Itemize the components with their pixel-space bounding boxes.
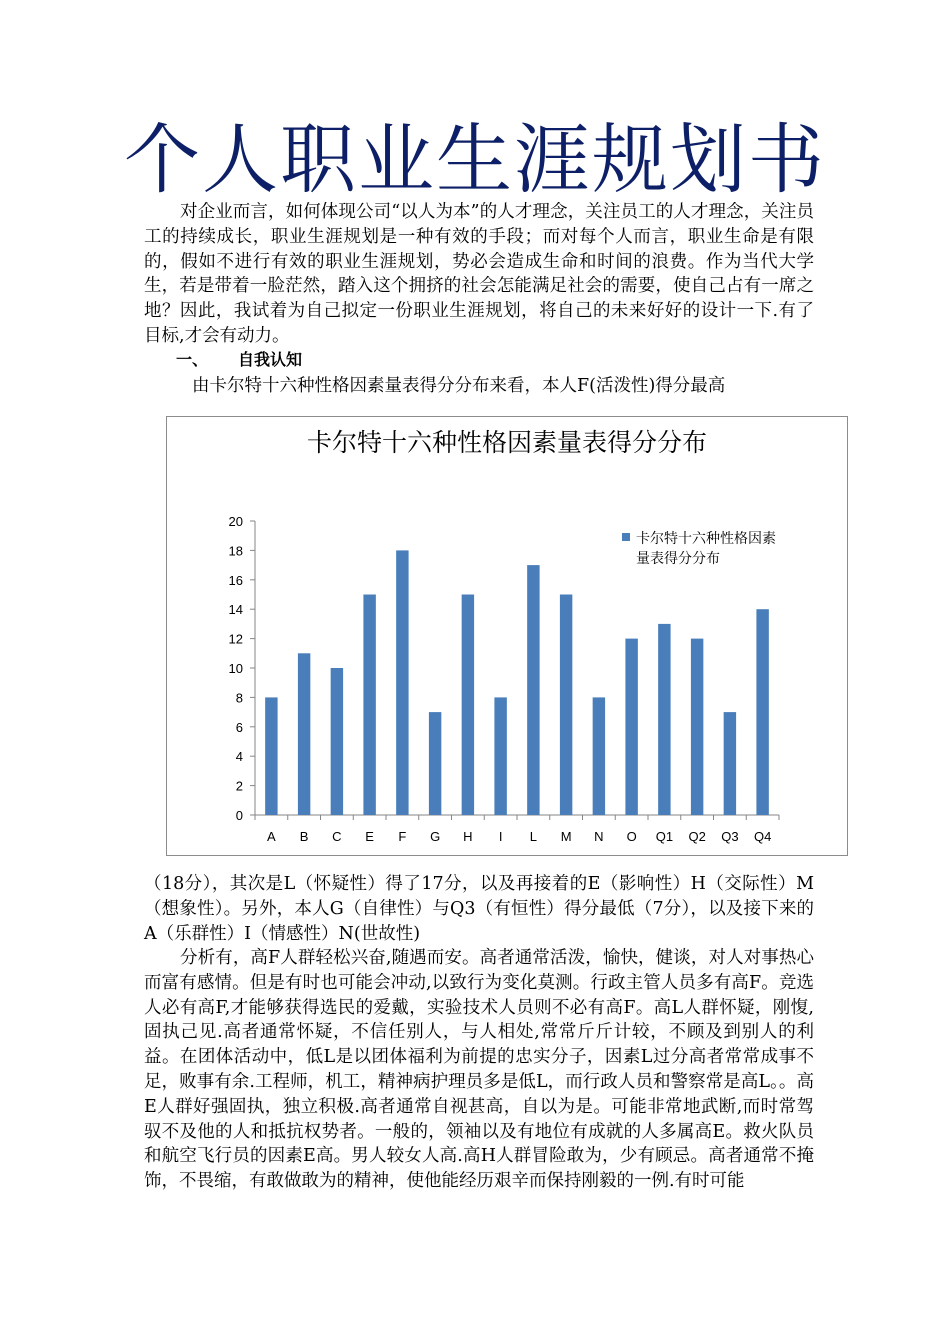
bar-B <box>298 653 310 815</box>
bar-L <box>527 565 539 815</box>
bar-O <box>625 639 637 815</box>
document-title: 个人职业生涯规划书 <box>124 115 826 204</box>
section-heading <box>176 348 302 372</box>
y-tick-label: 18 <box>228 543 243 559</box>
x-tick-label: F <box>398 829 407 844</box>
y-tick-label: 20 <box>228 514 243 529</box>
y-tick-label: 6 <box>235 719 243 735</box>
x-tick-label: M <box>560 829 572 844</box>
y-tick-label: 16 <box>228 572 243 588</box>
x-tick-label: L <box>529 829 537 844</box>
score-chart <box>166 416 848 856</box>
y-tick-label: 4 <box>235 749 243 765</box>
x-tick-label: Q2 <box>688 829 706 844</box>
legend-label: 卡尔特十六种性格因素量表得分分布 <box>636 531 776 567</box>
x-tick-label: G <box>430 829 441 844</box>
chart-title: 卡尔特十六种性格因素量表得分分布 <box>306 428 708 457</box>
y-tick-label: 14 <box>228 602 243 618</box>
x-tick-label: N <box>594 829 604 844</box>
bar-Q2 <box>691 639 703 815</box>
bar-N <box>593 697 605 815</box>
y-tick-label: 12 <box>228 631 243 647</box>
chart-legend <box>622 530 776 567</box>
chart-svg <box>167 417 847 855</box>
x-tick-label: O <box>626 829 637 844</box>
bar-A <box>265 697 277 815</box>
bar-Q3 <box>724 712 736 815</box>
section-number: 一、 <box>176 350 209 369</box>
bar-H <box>462 595 474 816</box>
x-tick-label: C <box>332 829 342 844</box>
bar-C <box>331 668 343 815</box>
y-axis <box>229 514 255 823</box>
bar-I <box>494 697 506 815</box>
y-tick-label: 2 <box>235 778 243 794</box>
section-title: 自我认知 <box>238 350 303 369</box>
analysis-paragraph: 分析有，高F人群轻松兴奋,随遇而安。高者通常活泼，愉快，健谈，对人对事热心而富有感情。但是有时也可能会冲动,以致行为变化莫测。行政主管人员多有高F。竞选人必有高F,才能够获得选民的爱戴，实验技术人员则不必有高F。高L人群怀疑，刚愎,固执己见.高者通常怀疑，不信任别人，与人相处,常常斤斤计较，不顾及到别人的利益。在团体活动中，低L是以团体福利为前提的忠实分子，因素L过分高者常常成事不足，败事有余.工程师，机工，精神病护理员多是低L，而行政人员和警察常是高L。。高E人群好强固执，独立积极.高者通常自视甚高，自以为是。可能非常地武断,而时常驾驭不及他的人和抵抗权势者。一般的，领袖以及有地位有成就的人多属高E。救火队员和航空飞行员的因素E高。男人较女人高.高H人群冒险敢为，少有顾忌。高者通常不掩饰，不畏缩，有敢做敢为的精神，使他能经历艰辛而保持刚毅的一例.有时可能 <box>144 948 814 1192</box>
bar-Q1 <box>658 624 670 815</box>
x-tick-label: Q3 <box>721 829 739 844</box>
bar-G <box>429 712 441 815</box>
x-tick-label: Q4 <box>753 829 772 844</box>
x-tick-label: A <box>267 829 276 844</box>
x-tick-label: Q1 <box>655 829 674 844</box>
chart-followup-paragraph: （18分），其次是L（怀疑性）得了17分，以及再接着的E（影响性）H（交际性）M（想象性）。另外，本人G（自律性）与Q3（有恒性）得分最低（7分），以及接下来的A（乐群性）I（情感性）N(世故性) <box>144 874 814 944</box>
x-tick-label: B <box>299 829 309 844</box>
bar-E <box>363 595 375 816</box>
bar-F <box>396 550 408 815</box>
legend-swatch <box>622 533 630 541</box>
y-tick-label: 10 <box>228 661 243 676</box>
x-tick-label: I <box>498 829 503 844</box>
chart-lead-paragraph: 由卡尔特十六种性格因素量表得分分布来看，本人F(活泼性)得分最高 <box>192 376 726 396</box>
x-tick-label: H <box>463 829 473 844</box>
bar-M <box>560 595 572 816</box>
bar-Q4 <box>756 609 768 815</box>
intro-paragraph: 对企业而言，如何体现公司“以人为本”的人才理念，关注员工的人才理念，关注员工的持续成长，职业生涯规划是一种有效的手段；而对每个人而言，职业生命是有限的，假如不进行有效的职业生涯规划，势必会造成生命和时间的浪费。作为当代大学生，若是带着一脸茫然，踏入这个拥挤的社会怎能满足社会的需要，使自己占有一席之地？因此，我试着为自己拟定一份职业生涯规划，将自己的未来好好的设计一下.有了目标,才会有动力。 <box>144 202 814 346</box>
y-tick-label: 0 <box>235 808 243 823</box>
y-tick-label: 8 <box>235 690 243 706</box>
x-tick-label: E <box>365 829 374 844</box>
x-axis <box>255 815 779 844</box>
bars <box>265 550 769 815</box>
